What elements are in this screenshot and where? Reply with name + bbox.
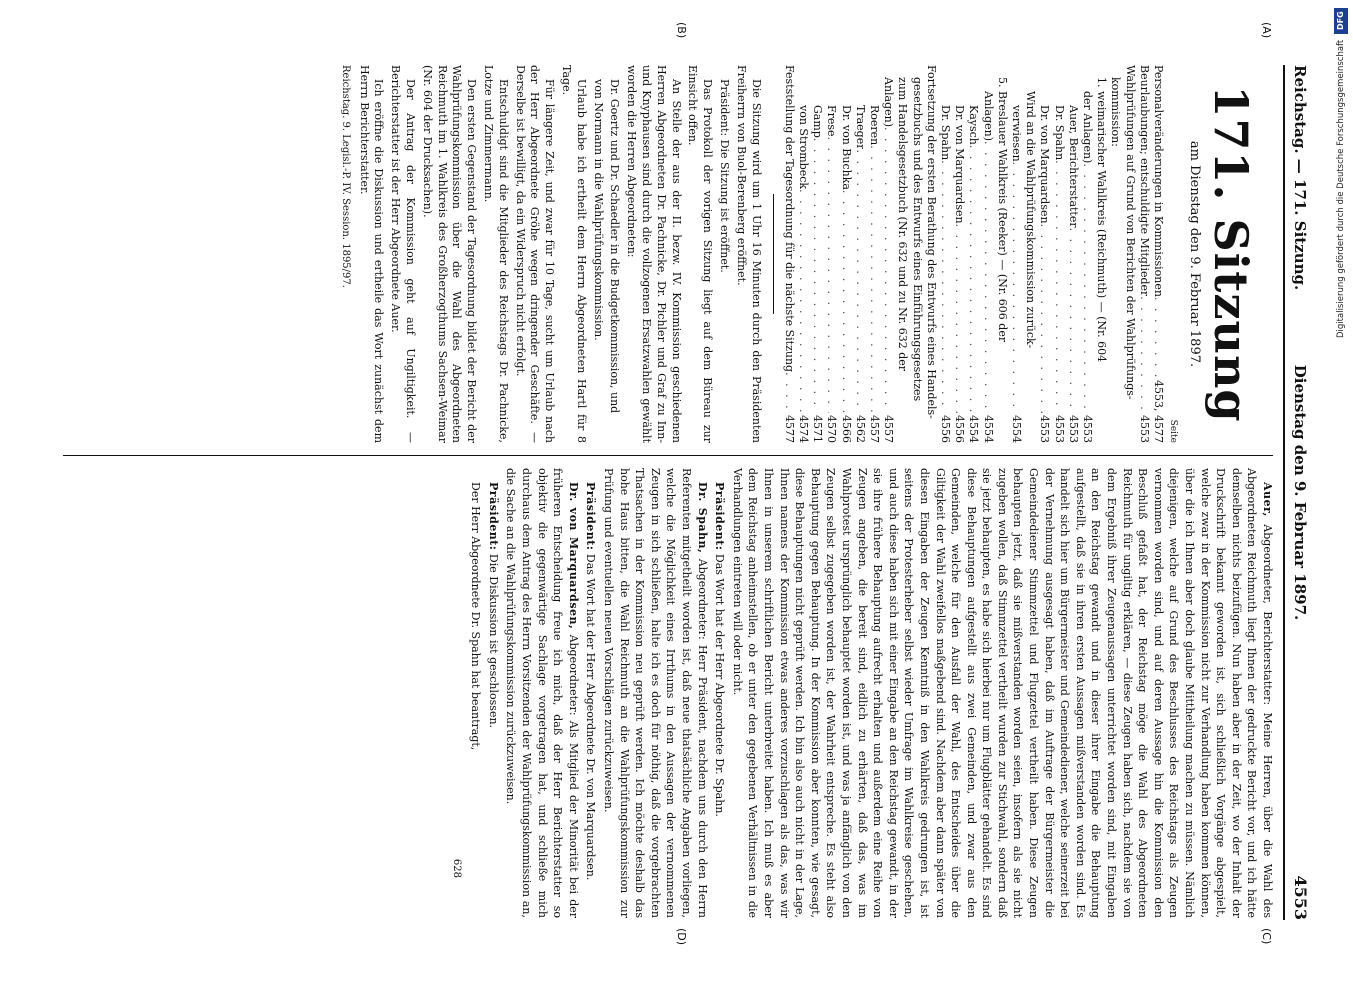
left-paragraph: Das Protokoll der vorigen Sitzung liegt auf dem Büreau zur Einsicht offen. xyxy=(686,65,715,443)
toc-entry: Kaysch . . . 4554 xyxy=(966,65,980,443)
speech-paragraph xyxy=(503,468,581,918)
toc-entry: Frese . . . 4570 xyxy=(824,65,838,443)
toc-entry: Dr. Spahn . . . 4556 xyxy=(938,65,952,443)
left-paragraph: Dr. Goertz und Dr. Schaedler in die Budgetkommission, und xyxy=(608,79,622,414)
speaker-name: Präsident: xyxy=(713,482,727,551)
right-column xyxy=(448,468,1275,918)
left-paragraph: An Stelle der aus der II. bezw. IV. Kommission geschiedenen Herren Abgeordneten Dr. Pachnicke, Dr. Pichler und Graf zu Inn- und Knyphausen sind durch die vollzogenen Ersatzwahlen gewählt worden die Herren Abgeordneten: xyxy=(625,65,683,443)
header-page-number: 4553 xyxy=(1291,875,1310,920)
speaker-name: Präsident: xyxy=(584,482,598,551)
left-paragraph: Ich eröffne die Diskussion und ertheile das Wort zunächst dem Herrn Berichterstatter. xyxy=(357,65,386,443)
toc-entry: verwiesen . . . 4554 xyxy=(1009,65,1023,443)
speaker-name: Dr. von Marquardsen, xyxy=(566,482,580,630)
sitting-date: am Dienstag den 9. Februar 1897. xyxy=(1187,140,1202,368)
speech-paragraph xyxy=(712,468,728,918)
toc-entry: 5. Breslauer Wahlkreis (Reeker) — (Nr. 606 der xyxy=(995,77,1009,343)
left-paragraph: Entschuldigt sind die Mitglieder des Reichstags Dr. Pachnicke, Lotze und Zimmermann. xyxy=(481,65,510,443)
margin-mark-a: (A) xyxy=(1260,22,1273,39)
header-left: Reichstag. — 171. Sitzung. xyxy=(1291,65,1309,291)
toc-entry: Fortsetzung der ersten Berathung des Entwurfs eines Handels- xyxy=(924,65,938,419)
speech-text: Das Wort hat der Herr Abgeordnete Dr. Spahn. xyxy=(713,550,727,817)
margin-mark-c: (C) xyxy=(1260,928,1273,945)
toc-entry: Wahlprüfungen auf Grund von Berichten der Wahlprüfungs- xyxy=(1123,65,1137,400)
sitting-title: 171. Sitzung xyxy=(1204,85,1258,423)
toc-entry: Traeger . . . 4562 xyxy=(853,65,867,443)
left-column xyxy=(337,65,1275,443)
margin-mark-b: (B) xyxy=(675,22,688,39)
margin-mark-d: (D) xyxy=(675,928,688,946)
toc-seite-label: Seite xyxy=(1168,419,1179,443)
toc-entry: Auer, Berichterstatter . . . 4553 xyxy=(1066,65,1080,443)
toc-entry: Gamp . . . 4571 xyxy=(810,65,824,443)
speech-paragraph xyxy=(468,468,484,918)
column-divider xyxy=(63,455,1273,456)
left-paragraph: Präsident: Die Sitzung ist eröffnet. xyxy=(717,79,731,273)
speech-text: Abgeordneter, Berichterstatter: Meine Herren, über die Wahl des Abgeordneten Reichmuth liegt Ihnen der gedruckte Bericht vor, und ich hätte demselben nichts beizufügen. Nun haben aber in der Zeit, wo der Inhalt der Druckschrift bekannt geworden ist, sich schließlich Vorgänge abgespielt, welche zwar in der Kommission nicht zur Verhandlung haben kommen können, über die ich Ihnen aber doch glaube Mittheilung machen zu müssen. Nämlich diejenigen, welche auf Grund des Beschlusses des Reichstags als Zeugen vernommen worden sind, und auf deren Aussage hin die Kommission den Beschluß gefaßt hat, der Reichstag möge die Wahl des Abgeordneten Reichmuth für ungiltig erklären, — diese Zeugen haben sich, nachdem sie von dem Ergebniß ihrer Zeugenaussagen unterrichtet worden sind, mit Eingaben an den Reichstag gewandt und in dieser ihrer Eingabe die Behauptung aufgestellt, daß sie in ihren ersten Aussagen mißverstanden worden sind. Es handelt sich hier um Bürgermeister und Gemeindediener, welche seinerzeit bei der Vernehmung ausgesagt haben, daß im Auftrage der Bürgermeister die Gemeindediener Stimmzettel und Flugzettel vertheilt haben. Diese Zeugen behaupten jetzt, daß sie mißverstanden worden seien, insofern als sie nicht zugeben wollen, daß Stimmzettel vertheilt wurden zur Stichwahl, sondern daß sie jetzt behaupten, es habe sich hierbei nur um Flugblätter gehandelt. Es sind diese Behauptungen aufgestellt aus zwei Gemeinden, und zwar aus den Gemeinden, welche für den Ausfall der Wahl, des Entscheides über die Giltigkeit der Wahl zweifellos maßgebend sind. Nachdem aber dann später von diesen Eingaben der Zeugen Kenntniß in den Wahlkreis gedrungen ist, ist seitens der Protesterheber selbst wieder Umfrage im Wahlkreise geschehen, und auch diese haben sich mit einer Eingabe an den Reichstag gewandt, in der sie ihre frühere Behauptung aufrecht erhalten und außerdem eine Reihe von Zeugen angeben, die bereit sind, eidlich zu erhärten, daß das, was im Wahlprotest ursprünglich behauptet worden ist, und was ja anfänglich von den Zeugen selbst zugegeben worden ist, der Wahrheit entspreche. Es steht also Behauptung gegen Behauptung. In der Kommission aber konnten, wie gesagt, diese Behauptungen nicht geprüft werden. Ich bin also auch nicht in der Lage, Ihnen namens der Kommission etwas anderes vorzuschlagen als das, was wir Ihnen in unserem schriftlichen Bericht unterbreitet haben. Ich muß es aber dem Reichstag anheimstellen, ob er unter den gegebenen Verhältnissen in die Verhandlungen eintreten will oder nicht. xyxy=(730,468,1274,918)
toc-entry: Beurlaubungen; entschuldigte Mitglieder . . . 4553 xyxy=(1137,65,1151,443)
speech-text: Die Diskussion ist geschlossen. xyxy=(486,550,500,729)
toc-entry: von Strombeck . . . 4574 xyxy=(796,65,810,443)
toc-entry: Personalveränderungen in Kommissionen . . . 4553, 4577 xyxy=(1151,65,1165,443)
speech-text: Der Herr Abgeordnete Dr. Spahn hat beantragt, xyxy=(469,482,483,751)
dfg-logo: DFG xyxy=(1334,8,1348,34)
left-paragraph: von Normann in die Wahlprüfungskommission. xyxy=(591,79,605,341)
left-footer-reference: Reichstag. 9. Legisl.-P. IV. Session. 1895/97. xyxy=(339,65,351,288)
speech-paragraph xyxy=(583,468,599,918)
toc-entry: Wird an die Wahlprüfungskommission zurück- xyxy=(1024,91,1038,349)
toc-entry: kommission: xyxy=(1109,77,1123,147)
left-paragraph: Die Sitzung wird um 1 Uhr 16 Minuten durch den Präsidenten Freiherrn von Buol-Berenberg eröffnet. xyxy=(734,65,763,443)
speech-paragraph xyxy=(485,468,501,918)
toc-entry: zum Handelsgesetzbuch (Nr. 632 und zu Nr. 632 der xyxy=(896,77,910,372)
table-of-contents xyxy=(782,65,1165,443)
signature-number: 628 xyxy=(450,858,462,878)
left-paragraph: Urlaub habe ich ertheilt dem Herrn Abgeordneten Hartl für 8 Tage. xyxy=(559,65,588,443)
section-rule xyxy=(773,194,774,314)
toc-entry: Anlagen) . . . 4557 xyxy=(881,65,895,443)
speech-paragraph xyxy=(729,468,1275,918)
header-date: Dienstag den 9. Februar 1897. xyxy=(1291,364,1309,621)
left-paragraph: Für längere Zeit, und zwar für 10 Tage, sucht um Urlaub nach der Herr Abgeordnete Gröhe wegen dringender Geschäfte. — Derselbe ist bewilligt, da ein Widerspruch nicht erfolgt. xyxy=(513,65,557,443)
toc-entry: Anlagen) . . . 4554 xyxy=(980,65,994,443)
speech-text: Das Wort hat der Herr Abgeordnete Dr. von Marquardsen. xyxy=(584,550,598,881)
toc-entry: der Anlagen) . . . 4553 xyxy=(1080,65,1094,443)
left-paragraph: Der Antrag der Kommission geht auf Ungiltigkeit. — Berichterstatter ist der Herr Abgeordnete Auer. xyxy=(389,65,417,443)
speech-text: Abgeordneter: Herr Präsident, nachdem uns durch den Herrn Referenten mitgetheilt worden ist, daß neue thatsächliche Angaben vorliegen, welche die Möglichkeit eines Irrthums in den Aussagen der vernommenen Zeugen in sich schließen, halte ich es doch für nöthig, daß die vorgebrachten Thatsachen in der Kommission neu geprüft werden. Ich möchte deshalb das hohe Haus bitten, die Wahl Reichmuth an die Wahlprüfungskommission zur Prüfung und eventuellen neuen Vorschlägen zurückzuweisen. xyxy=(602,468,709,918)
speaker-name: Dr. Spahn, xyxy=(695,482,709,554)
speech-paragraph xyxy=(600,468,709,918)
digitization-credit: Digitalisierung gefördert durch die Deutsche Forschungsgemeinschaft xyxy=(1336,40,1346,339)
speech-text: Abgeordneter: Als Mitglied der Minorität bei der früheren Entscheidung freue ich mich, daß der Herr Berichterstatter so objektiv die gegenwärtige Sachlage vorgetragen hat, und schließe mich durchaus dem Antrag des Herrn Vorsitzenden der Wahlprüfungskommission an, die Sache an die Wahlprüfungskommission zurückzuweisen. xyxy=(504,468,580,918)
speaker-name: Auer, xyxy=(1261,482,1274,517)
toc-entry: Dr. Spahn . . . 4553 xyxy=(1051,65,1065,443)
left-paragraph: Den ersten Gegenstand der Tagesordnung bildet der Bericht der Wahlprüfungskommission über die Wahl des Abgeordneten Reichmuth im 1. Wahlkreis des Großherzogthums Sachsen-Weimar (Nr. 604 der Drucksachen). xyxy=(420,65,479,443)
toc-entry: 1. weimarischer Wahlkreis (Reichmuth) — (Nr. 604 xyxy=(1095,77,1109,363)
toc-entry: Dr. von Marquardsen . . . 4556 xyxy=(952,65,966,443)
toc-entry: Roeren . . . 4557 xyxy=(867,65,881,443)
toc-entry: Feststellung der Tagesordnung für die nächste Sitzung . . . 4577 xyxy=(782,65,796,443)
toc-entry: Dr. von Buchka . . . 4566 xyxy=(838,65,852,443)
speaker-name: Präsident: xyxy=(486,482,500,551)
toc-entry: Dr. von Marquardsen . . . 4553 xyxy=(1037,65,1051,443)
toc-entry: gesetzbuchs und des Entwurfs eines Einführungsgesetzes xyxy=(910,77,924,402)
page-header xyxy=(1283,65,1325,920)
